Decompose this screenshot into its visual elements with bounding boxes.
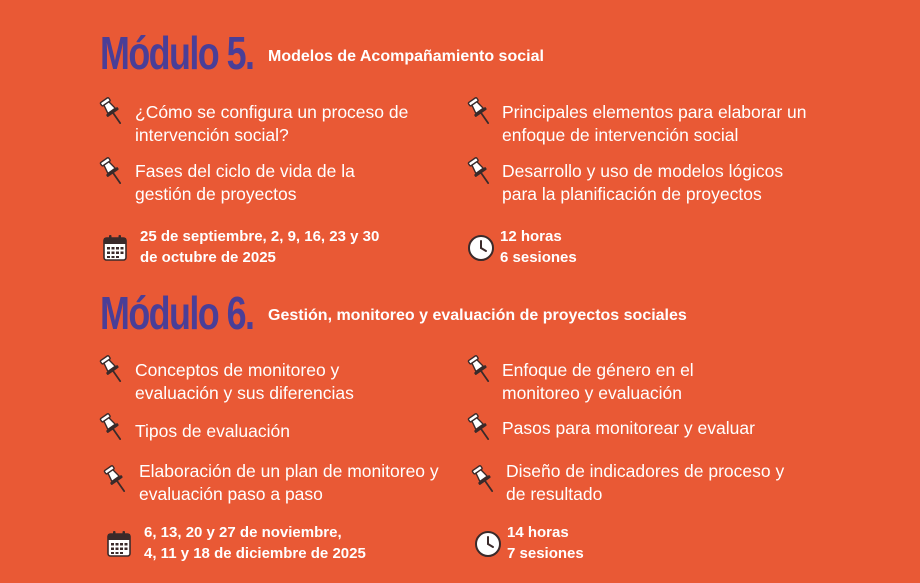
module-5-item-1: ¿Cómo se configura un proceso de intervención social? xyxy=(135,102,409,145)
pin-icon xyxy=(98,96,124,128)
module-6-title: Módulo 6. xyxy=(100,287,254,339)
pin-icon xyxy=(466,96,492,128)
calendar-icon xyxy=(106,530,132,558)
module-5-title: Módulo 5. xyxy=(100,27,254,79)
calendar-icon xyxy=(102,234,128,262)
module-6-dates-line2: 4, 11 y 18 de diciembre de 2025 xyxy=(144,545,366,562)
module-5-item-4: Desarrollo y uso de modelos lógicos para la planificación de proyectos xyxy=(502,161,784,204)
module-5-item-3: Fases del ciclo de vida de la gestión de proyectos xyxy=(135,161,355,204)
module-6-duration xyxy=(507,522,584,564)
module-5 xyxy=(0,0,920,280)
module-6-dates-line1: 6, 13, 20 y 27 de noviembre, xyxy=(144,524,342,541)
pin-icon xyxy=(98,156,124,188)
module-5-sessions: 6 sesiones xyxy=(500,249,577,266)
module-6-item-4: Pasos para monitorear y evaluar xyxy=(502,418,755,438)
module-5-hours: 12 horas xyxy=(500,228,562,245)
pin-icon xyxy=(466,156,492,188)
pin-icon xyxy=(466,412,492,444)
module-6-hours: 14 horas xyxy=(507,524,569,541)
pin-icon xyxy=(102,464,128,496)
module-5-subtitle: Modelos de Acompañamiento social xyxy=(268,48,544,65)
module-6-dates xyxy=(144,522,366,564)
module-6-sessions: 7 sesiones xyxy=(507,545,584,562)
module-6-item-2: Enfoque de género en el monitoreo y evaluación xyxy=(502,360,694,403)
pin-icon xyxy=(466,354,492,386)
module-6 xyxy=(0,280,920,583)
module-6-item-1: Conceptos de monitoreo y evaluación y sus diferencias xyxy=(135,360,354,403)
module-5-dates-line1: 25 de septiembre, 2, 9, 16, 23 y 30 xyxy=(140,228,380,245)
module-5-dates xyxy=(140,226,379,268)
module-6-item-3: Tipos de evaluación xyxy=(135,421,291,441)
module-5-dates-line2: de octubre de 2025 xyxy=(140,249,276,266)
module-6-subtitle: Gestión, monitoreo y evaluación de proyectos sociales xyxy=(268,307,687,324)
clock-icon xyxy=(474,530,502,558)
module-5-item-2: Principales elementos para elaborar un enfoque de intervención social xyxy=(502,102,807,145)
pin-icon xyxy=(470,464,496,496)
module-6-item-5: Elaboración de un plan de monitoreo y evaluación paso a paso xyxy=(139,461,439,504)
module-6-item-6: Diseño de indicadores de proceso y de resultado xyxy=(506,461,785,504)
module-5-duration xyxy=(500,226,577,268)
pin-icon xyxy=(98,412,124,444)
clock-icon xyxy=(467,234,495,262)
pin-icon xyxy=(98,354,124,386)
